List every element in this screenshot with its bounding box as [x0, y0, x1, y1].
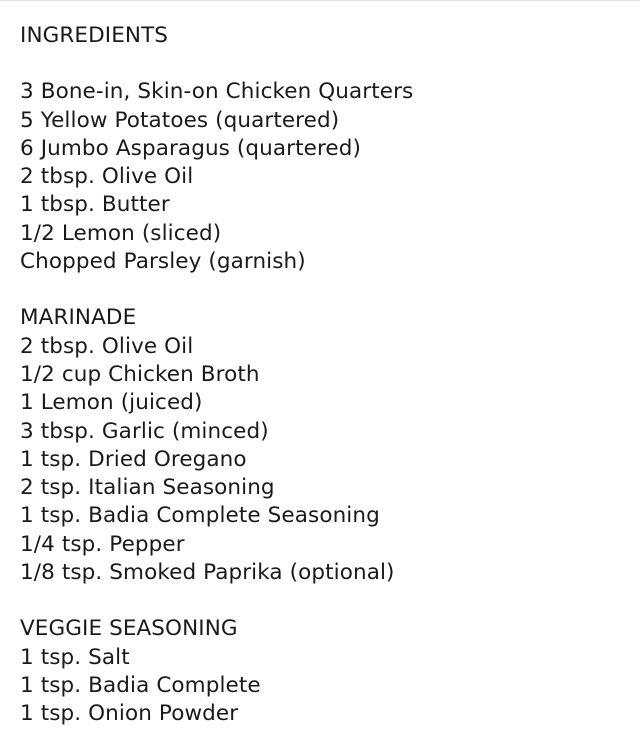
list-item: 1/2 cup Chicken Broth	[20, 361, 260, 387]
section-heading-marinade: MARINADE	[20, 305, 137, 331]
section-heading-veggie-seasoning: VEGGIE SEASONING	[20, 616, 238, 642]
ingredient-list-veggie-seasoning	[20, 644, 622, 729]
list-item: 6 Jumbo Asparagus (quartered)	[20, 135, 361, 161]
list-item: 2 tbsp. Olive Oil	[20, 164, 194, 190]
list-item: 1/8 tsp. Smoked Paprika (optional)	[20, 560, 395, 586]
list-item: 5 Yellow Potatoes (quartered)	[20, 107, 340, 133]
list-item: 1/2 Lemon (sliced)	[20, 220, 222, 246]
section-ingredients	[20, 22, 622, 276]
list-item: 3 tbsp. Garlic (minced)	[20, 418, 269, 444]
list-item: 3 Bone-in, Skin-on Chicken Quarters	[20, 79, 414, 105]
heading-spacer	[20, 50, 622, 78]
list-item: 1 tbsp. Butter	[20, 192, 170, 218]
list-item: 1 tsp. Dried Oregano	[20, 446, 247, 472]
top-divider	[0, 0, 640, 1]
list-item: 1 tsp. Badia Complete Seasoning	[20, 503, 380, 529]
section-heading-ingredients: INGREDIENTS	[20, 23, 169, 48]
ingredient-list-marinade	[20, 333, 622, 588]
list-item: 1 tsp. Onion Powder	[20, 701, 239, 727]
list-item: 1/4 tsp. Pepper	[20, 531, 185, 557]
list-item: 2 tbsp. Olive Oil	[20, 333, 194, 359]
section-marinade	[20, 304, 622, 587]
list-item: 1 tsp. Salt	[20, 644, 130, 670]
list-item: 1 tsp. Badia Complete	[20, 672, 261, 698]
section-veggie-seasoning	[20, 615, 622, 728]
ingredient-list-ingredients	[20, 78, 622, 276]
list-item: Chopped Parsley (garnish)	[20, 249, 306, 275]
list-item: 2 tsp. Italian Seasoning	[20, 475, 275, 501]
list-item: 1 Lemon (juiced)	[20, 390, 203, 416]
recipe-content	[20, 22, 622, 729]
